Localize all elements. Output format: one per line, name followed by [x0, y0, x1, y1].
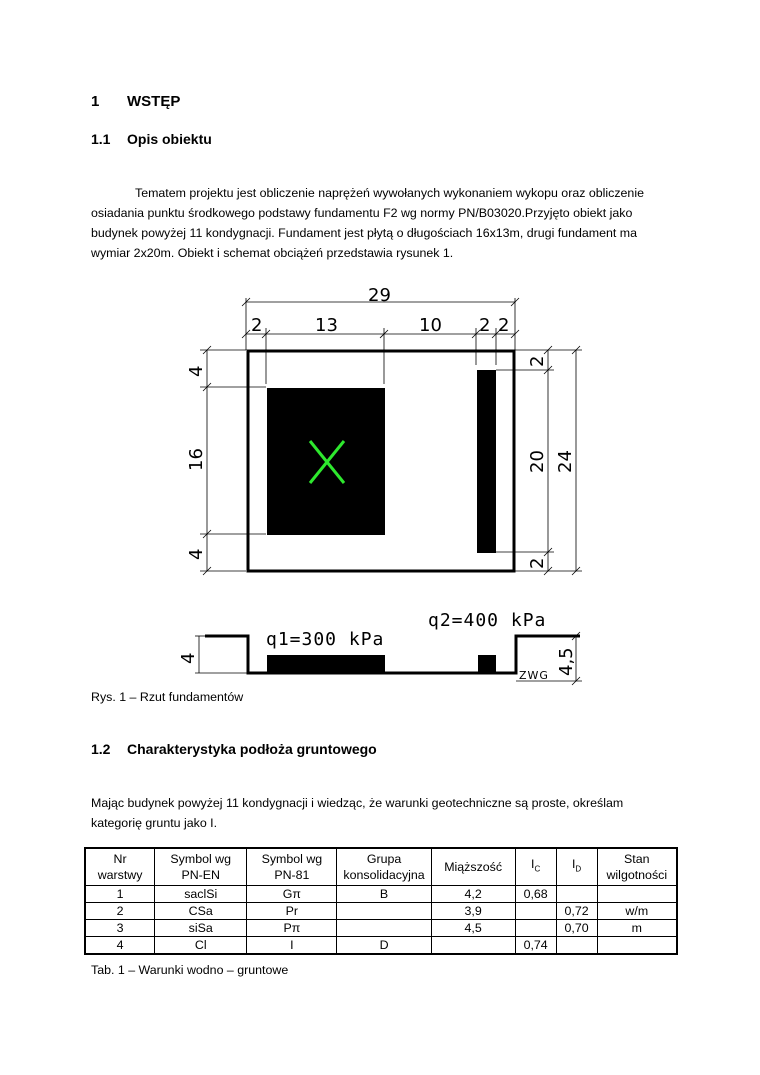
cell: 2: [85, 903, 155, 920]
dim-top-5: 2: [498, 315, 510, 336]
dim-left-1: 4: [186, 365, 207, 377]
text-line: osiadania punktu środkowego podstawy fundamentu F2 wg normy PN/B03020.Przyjęto obiekt jako: [91, 206, 633, 220]
dim-left-3: 4: [186, 548, 207, 560]
table-row: [85, 886, 677, 903]
dim-total-width: 29: [368, 285, 391, 306]
cell: [337, 920, 431, 937]
cell: [431, 937, 515, 955]
cell: 4,2: [431, 886, 515, 903]
dim-top-3: 10: [419, 315, 442, 336]
cell: siSa: [155, 920, 247, 937]
dim-top-1: 2: [251, 315, 263, 336]
cell: [556, 886, 597, 903]
table-row: [85, 937, 677, 955]
header-pn-81: Symbol wg PN-81: [247, 848, 337, 886]
cell: m: [597, 920, 677, 937]
table-header-row: [85, 848, 677, 886]
load-q2-label: q2=400 kPa: [428, 610, 547, 631]
section-title: WSTĘP: [127, 93, 181, 110]
table-row: [85, 920, 677, 937]
dim-left-2: 16: [186, 448, 207, 471]
groundwater-label: ZWG: [519, 669, 549, 682]
cell: 0,70: [556, 920, 597, 937]
section-dim-right: 4,5: [556, 647, 577, 676]
text-line: Tematem projektu jest obliczenie naprężeń wywołanych wykonaniem wykopu oraz obliczenie: [135, 186, 644, 200]
section-foundation-f2: [267, 655, 385, 673]
text-line: budynek powyżej 11 kondygnacji. Fundament jest płytą o długościach 16x13m, drugi fundament ma: [91, 226, 637, 240]
cell: 0,72: [556, 903, 597, 920]
cell: [597, 886, 677, 903]
header-moisture: Stan wilgotności: [597, 848, 677, 886]
cell: 1: [85, 886, 155, 903]
cell: w/m: [597, 903, 677, 920]
text-line: Mając budynek powyżej 11 kondygnacji i wiedząc, że warunki geotechniczne są proste, określam: [91, 796, 624, 810]
table-row: [85, 903, 677, 920]
cell: CSa: [155, 903, 247, 920]
cell: B: [337, 886, 431, 903]
table-caption: Tab. 1 – Warunki wodno – gruntowe: [91, 963, 289, 977]
cell: 0,74: [515, 937, 556, 955]
dim-top-4: 2: [479, 315, 491, 336]
cell: Cl: [155, 937, 247, 955]
cell: 0,68: [515, 886, 556, 903]
header-thickness: Miąższość: [431, 848, 515, 886]
cell: 4: [85, 937, 155, 955]
cell: I: [247, 937, 337, 955]
foundation-strip: [477, 370, 496, 553]
cell: saclSi: [155, 886, 247, 903]
dim-right-2: 20: [527, 450, 548, 473]
load-q1-label: q1=300 kPa: [266, 629, 385, 650]
section-number: 1: [91, 93, 100, 110]
soil-conditions-table: [84, 847, 678, 955]
dim-right-1: 2: [527, 355, 548, 367]
dim-right-3: 2: [527, 557, 548, 569]
cell: Gπ: [247, 886, 337, 903]
header-ic: $I_C$: [515, 848, 556, 886]
text-line: kategorię gruntu jako I.: [91, 816, 218, 830]
text-line: wymiar 2x20m. Obiekt i schemat obciążeń przedstawia rysunek 1.: [91, 246, 454, 260]
cell: [515, 903, 556, 920]
cell: 3,9: [431, 903, 515, 920]
section-foundation-strip: [478, 655, 496, 673]
dim-top-2: 13: [315, 315, 338, 336]
section-number: 1.2: [91, 741, 111, 757]
cell: [597, 937, 677, 955]
section-dim-left: 4: [178, 652, 199, 664]
header-pn-en: Symbol wg PN-EN: [155, 848, 247, 886]
cell: Pπ: [247, 920, 337, 937]
soil-paragraph: [91, 793, 681, 833]
cell: [515, 920, 556, 937]
cell: [337, 903, 431, 920]
header-nr: Nr warstwy: [85, 848, 155, 886]
section-title: Opis obiektu: [127, 131, 212, 147]
section-1-2-heading: [91, 741, 377, 757]
cell: 4,5: [431, 920, 515, 937]
section-title: Charakterystyka podłoża gruntowego: [127, 741, 377, 757]
cell: 3: [85, 920, 155, 937]
cell: [556, 937, 597, 955]
section-number: 1.1: [91, 131, 111, 147]
header-consolidation: Grupa konsolidacyjna: [337, 848, 431, 886]
cell: Pr: [247, 903, 337, 920]
figure-caption: Rys. 1 – Rzut fundamentów: [91, 690, 244, 704]
cell: D: [337, 937, 431, 955]
dim-right-outer: 24: [555, 450, 576, 473]
header-id: $I_D$: [556, 848, 597, 886]
